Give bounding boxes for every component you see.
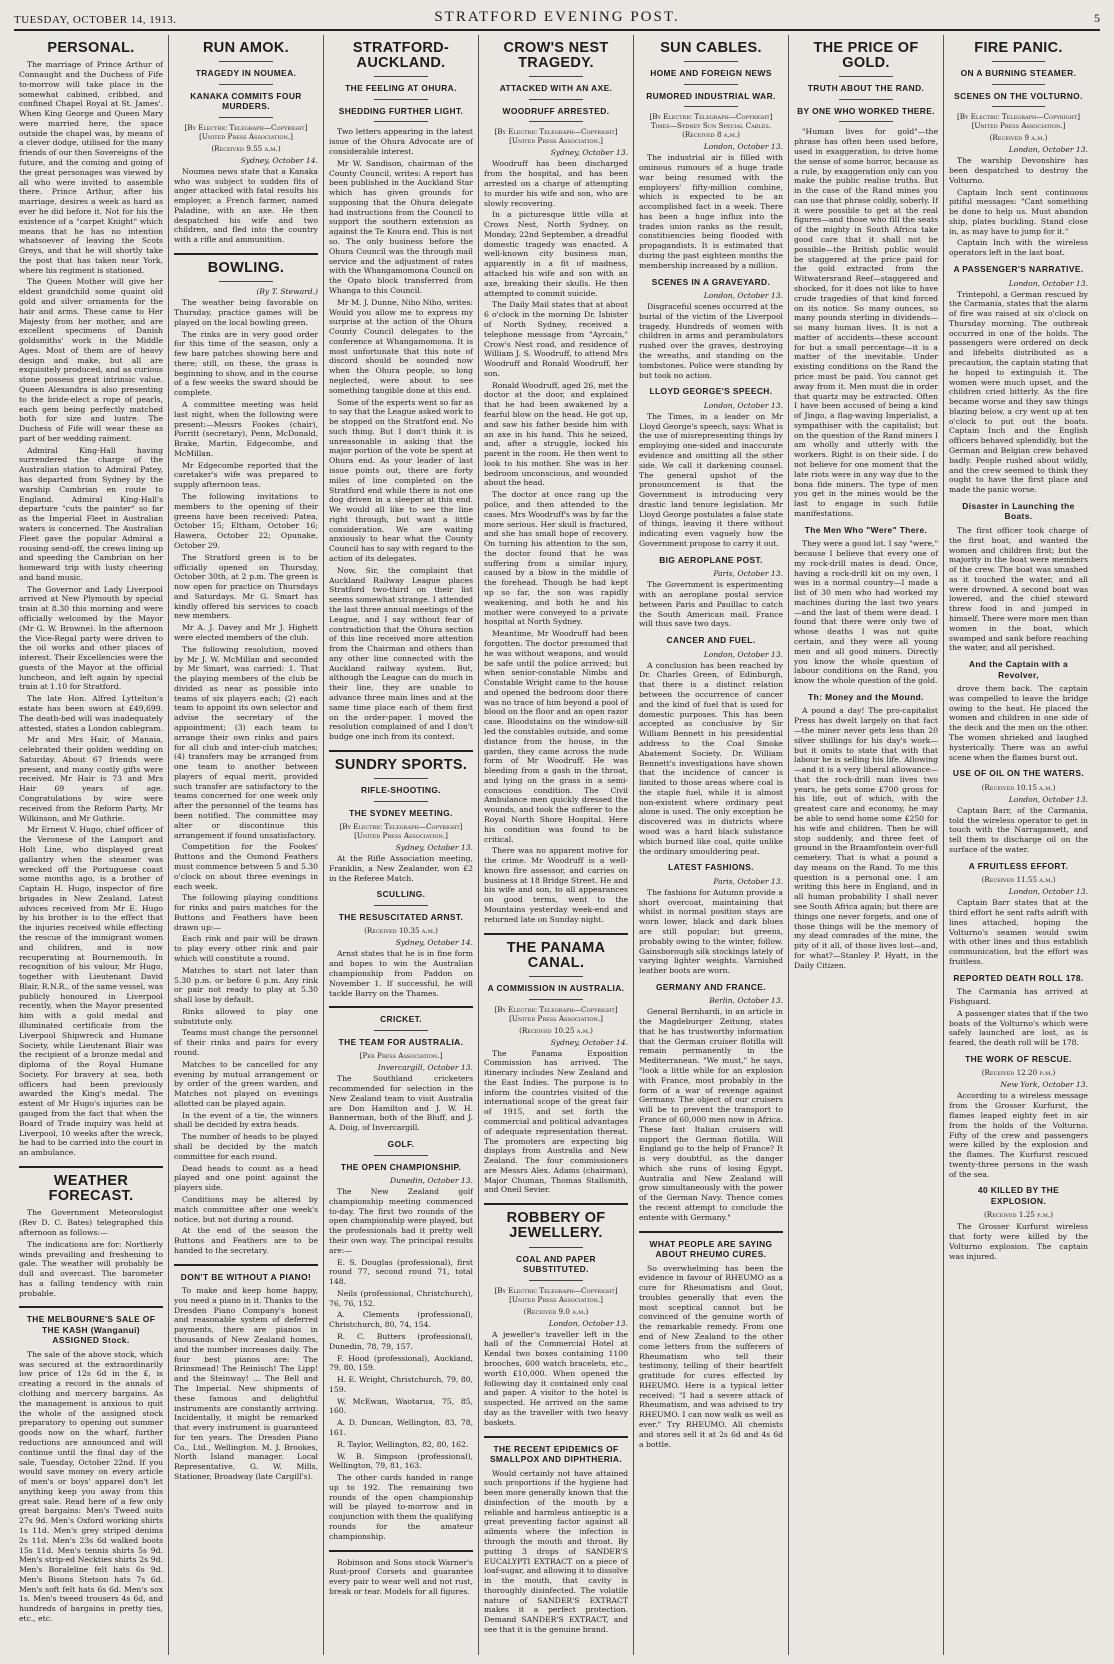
dateline: Dunedin, October 13.	[390, 1176, 473, 1186]
article-paragraph: Ronald Woodruff, aged 26, met the doctor at the door, and explained that he had been awakened by a fearful blow on the head. He got up, and saw his father beside him with an axe in his hand. This he seized, and, after a struggle, locked his parent in the room. He then went to look to his mother. She was in her bedroom unconscious, and wounded about the head.	[484, 380, 628, 488]
subheadline: Th: Money and the Mound.	[808, 691, 924, 702]
subheadline: A COMMISSION IN AUSTRALIA.	[487, 983, 625, 994]
divider	[992, 61, 1045, 62]
subheadline: RUMORED INDUSTRIAL WAR.	[646, 90, 776, 101]
page-number: 5	[1094, 11, 1100, 25]
article-paragraph: The following resolution, moved by Mr J. W. McMillan and seconded by Mr Smart, was carried: 1. That the playing members of the club be divided as near as possible into teams of six players each; (2) each team to appoint its own selector and advise the secretary of the appointment; (3) each team to arrange their own rinks and pairs for all club and inter-club matches; (4) transfers may be arranged from one team to another between players of equal merit, provided such transfer are satisfactory to the teams concerned for one week only after the personnel of the teams has been notified. The committee may alter or discontinue this arrangement if found unsatisfactory.	[174, 644, 318, 840]
subheadline: ATTACKED WITH AN AXE.	[499, 83, 613, 94]
wire-credit: (Received 11.55 a.m.)	[981, 875, 1056, 885]
article-paragraph: W. McEwan, Waotarua, 75, 85, 160.	[329, 1396, 473, 1416]
wire-credit: [By Electric Telegraph—Copyright] [United Press Association.]	[339, 822, 463, 841]
article-paragraph: The New Zealand golf championship meeting commenced to-day. The first two rounds of the open championship were played, but the professionals had it pretty well their own way. The principal results are:—	[329, 1187, 473, 1255]
article-paragraph: Matches to be cancelled for any evening by mutual arrangement or by order of the green warden, and Matches not played on evenings allotted can be played again.	[174, 1059, 318, 1108]
wire-credit: (Received 10.25 a.m.)	[519, 1025, 593, 1035]
article-paragraph: The Queen Mother will give her eldest grandchild some quaint old gold and silver ornaments for the hair and arms. These came to Her Majesty from her mother, and are excellent specimens of Danish goldsmiths' work in the Middle Ages. Most of them are of heavy design and make, but all are exquisitely produced, and as curious stone possess great intrinsic value. Queen Alexandra is also presenting to the bride-elect a rope of pearls, each gem being perfectly matched both for size and lustre. The Duchess of Fife will wear these as part of her wedding raiment.	[19, 277, 163, 443]
subheadline: CANCER AND FUEL.	[666, 635, 756, 646]
article-paragraph: The indications are for: Northerly winds prevailing and freshening to gale. The weather will probably be dull and overcast. The barometer has a falling tendency with rain probable.	[19, 1239, 163, 1298]
columns	[14, 35, 1100, 1655]
article-paragraph: Conditions may be altered by match committee after one week's notice, but not during a round.	[174, 1194, 318, 1224]
article-paragraph: The marriage of Prince Arthur of Connaught and the Duchess of Fife to-morrow will take place in the somewhat cabined, cribbed, and confined Chapel Royal at St. James'. When King George and Queen Mary were married here, the space outside the chapel was, by means of a clever dodge, utilised for the many friends of our then Sovereigns of the future, and the coming and going of the great personages was viewed by all who were invited to assemble there. Prince Arthur, after his marriage, desires a week as hard as ever he did before it. Not for his the existence of a "carpet Knight" which means that he has no intention whatsoever of leaving the Scots Greys, and that he will shortly take the post that has taken near York, where his regiment is stationed.	[19, 60, 163, 275]
article-paragraph: Matches to start not later than 5.30 p.m. or before 6 p.m. Any rink or pair not ready to play at 5.30 shall lose by default.	[174, 965, 318, 1005]
dateline: London, October 13.	[1008, 278, 1088, 288]
subheadline: TRUTH ABOUT THE RAND.	[807, 83, 925, 94]
dateline: London, October 13.	[548, 1318, 628, 1328]
divider	[992, 84, 1045, 85]
divider	[374, 99, 429, 100]
divider	[839, 121, 894, 122]
subheadline: RIFLE-SHOOTING.	[361, 785, 441, 796]
article-paragraph: A conclusion has been reached by Dr. Charles Green, of Edinburgh, that there is a distinct relation between the occurrence of cancer and the kind of fuel that is used for domestic purposes. This has been accepted as conclusive by Sir William Bennett in his presidential address to the Coal Smoke Abatement Society. Dr. William Bennett's investigations have shown that the incidence of cancer is limited to those areas where coal is the staple fuel, while it is almost non-existent where ordinary peat alone is used. The only exception he discovered was in districts where wood was a hard black substance which burned like coal, quite unlike the ordinary smouldering peat.	[639, 660, 783, 856]
article-paragraph: R. C. Butters (professional), Dunedin, 78, 79, 157.	[329, 1331, 473, 1351]
wire-credit: [By Electric Telegraph—Copyright] [United Press Association.]	[956, 112, 1081, 131]
divider	[374, 1030, 429, 1031]
divider	[374, 76, 429, 77]
article-paragraph: "Human lives for gold"—the phrase has often been used before, used in exaggeration, to drive home the sense of some horror, because as a rule, by exaggeration only can you make the public realise truths. But in the case of the Rand mines you can use that phrase coldly, soberly. If it were possible to get at the real figures—and those who fill the seats of the mighty in South Africa take good care that it shall not be possible—the British public would be staggered at the price paid for the gold extracted from the Witwatersrand Reef—staggered and shocked, for it does not like to have crude tragedies of that kind forced on its notice. So many ounces, so many pounds sterling in dividends—so many human lives. It is not a matter of accidents—these account for but a small percentage—it is a matter of the inevitable. Under existing conditions on the Rand the price must be paid. You cannot get away from it. Men must die in order that quartz may be extracted. Often I have been accused of being a kind of Jingo, a flag-waving Imperialist, a sympathiser with the capitalist; but on the question of the Rand miners I am wholly and utterly with the workers. Right is on their side. I do not believe for one moment that the late riots were in any way due to the bona fide miners. The type of men you get in the mines would be the last to engage in such futile manifestations.	[794, 127, 938, 518]
subheadline: SCULLING.	[376, 889, 426, 900]
article-paragraph: Arnst states that he is in fine form and hopes to win the Australian championship from Paddon on November 1. If successful, he will tackle Barry on the Thames.	[329, 949, 473, 998]
article-paragraph: Rinks allowed to play one substitute only.	[174, 1006, 318, 1026]
divider	[529, 1280, 584, 1281]
subheadline: TRAGEDY IN NOUMEA.	[195, 68, 297, 79]
divider	[484, 1203, 628, 1205]
article-paragraph: W. B. Simpson (professional), Wellington, 79, 81, 163.	[329, 1451, 473, 1471]
dateline: Paris, October 13.	[713, 569, 783, 579]
dateline: London, October 13.	[703, 649, 783, 659]
article-paragraph: Some of the experts went so far as to say that the League asked work to be stopped on the Stratford end. No such thing. But I don't think it is unreasonable in asking that the major portion of the vote be spent at Ohura end. As your leader of last issue points out, there are forty miles of line completed on the Stratford end while there is not one dog driven in a sleeper at this end. We would all like to see the line right through, but want a little consideration. We are waiting anxiously to hear what the County Council has to say with regard to the action of its delegates.	[329, 397, 473, 564]
dateline: Sydney, October 13.	[550, 148, 628, 158]
article-paragraph: The Daily Mail states that at about 6 o'clock in the morning Dr. Isbister of North Sydney, received a telephone message from "Ayrcain," Crow's Nest road, and residence of William J. S. Woodruff, to attend Mrs Woodruff and Ronald Woodruff, her son.	[484, 300, 628, 378]
article-paragraph: Disgraceful scenes occurred at the burial of the victim of the Liverpool tragedy. Hundreds of women with children in arms and perambulators rushed over the graves, destroying the wreaths, and standing on the tombstones. Police were standing by but took no action.	[639, 302, 783, 380]
article-paragraph: The Stratford green is to be officially opened on Thursday, October 30th, at 2 p.m. The green is now open for practice on Thursdays and Saturdays. Mr G. Smart has kindly offered his services to coach new members.	[174, 552, 318, 621]
divider	[329, 1550, 473, 1552]
wire-credit: [By Electric Telegraph—Copyright] [United Press Association.]	[494, 127, 618, 146]
article-paragraph: Admiral King-Hall having surrendered the charge of the Australian station to Admiral Patey, has departed from Sydney by the warship Cambrian en route to England. Admiral King-Hall's departure "cuts the painter" so far as the Imperial Fleet in Australian waters is concerned. The Australian Fleet gave the popular Admiral a rousing send-off, the crews lining up and speeding the Cambrian on her homeward trip with lusty cheering and band music.	[19, 445, 163, 582]
subheadline: 40 KILLED BY THE EXPLOSION.	[977, 1185, 1060, 1206]
dateline: Invercargill, October 13.	[377, 1063, 473, 1073]
article-paragraph: Mr A. J. Davey and Mr J. Highett were elected members of the club.	[174, 623, 318, 642]
article-paragraph: Mr M. J. Dunne, Niho Niho, writes: Would you allow me to express my surprise at the action of the Ohura County Council delegates to the conference at Whangamomona. It is most unfortunate that this note of discord should be sounded now when the Ohura people, so long neglected, were about to see something tangible done at this end.	[329, 297, 473, 395]
article-paragraph: The Carmania has arrived at Fishguard.	[949, 987, 1088, 1006]
dateline: London, October 13.	[1008, 887, 1088, 897]
article-paragraph: Mr W. Sandison, chairman of the County Council, writes: A report has been published in the Auckland Star which has given grounds for supposing that the Ohura delegate had instructions from the Council to support the southern extension as against the Te Koura end. This is not so. The only business before the Ohura Council was the through mail service and the adjustment of rates with the Whangamomona Council on the Opato block transferred from Whanga to this Council.	[329, 158, 473, 295]
article-paragraph: The following invitations to members to the opening of their greens have been received: Patea, October 15; Eltham, October 16; Hawera, October 22; Opunake, October 29.	[174, 492, 318, 550]
headline: PERSONAL.	[47, 40, 135, 56]
article-paragraph: The weather being favorable on Thursday, practice games will be played on the local bowling green.	[174, 298, 318, 327]
article-paragraph: The Panama Exposition Commission has arrived. The itinerary includes New Zealand and the East Indies. The purpose is to inform the countries visited of the international scope of the great fair of 1915, and set forth the commercial and political advantages of adequate representation thereat. The promoters are expecting big displays from Australia and New Zealand. The four commissioners are Messrs Alex. Adams (chairman), Major Chuman, Thomas Stallsmith, and Oneil Sevier.	[484, 1048, 628, 1195]
wire-credit: (Received 9.0 a.m.)	[523, 1306, 589, 1316]
article-paragraph: Mr Ernest V. Hugo, chief officer of the Veronese of the Lamport and Holt Line, who displayed great gallantry when the steamer was wrecked off the Portuguese coast some months ago, is a brother of Captain H. Hugo, inspector of fire brigades in New Zealand. Latest advices received from Mr E. Hugo by his brother is to the effect that the injuries received while effecting the rescue of the immigrant women and children, and is now recuperating at Bournemouth. In recognition of his valour, Mr Hugo, together with Lieutenant David Blair, R.N.R., of the same vessel, was publicly honoured in Liverpool recently, when the Mayor presented him with a gold medal and illuminated certificate from the Liverpool Shipwreck and Humane Society, while Lieutenant Blair was the recipient of a bronze medal and diploma of the Royal Humane Society. For bravery at sea, both officers had been previously awarded the King's medal. The extent of Mr Hugo's injuries can be gauged from the fact that when the Board of Trade inquiry was held at Liverpool, 10 weeks after the wreck, he had to be carried into the court in an ambulance.	[19, 825, 163, 1158]
subheadline: SCENES IN A GRAVEYARD.	[651, 276, 771, 287]
dateline: Berlin, October 13.	[709, 996, 783, 1006]
wire-credit: (Received 12.20 p.m.)	[981, 1068, 1056, 1078]
divider	[19, 1306, 163, 1308]
article-paragraph: Competition for the Fookes' Buttons and the Osmond Feathers must commence between 5 and 5.30 o'clock on about three evenings in each week.	[174, 842, 318, 891]
wire-credit: [By Electric Telegraph—Copyright] [United Press Association.]	[494, 1285, 618, 1304]
subheadline: THE OPEN CHAMPIONSHIP.	[340, 1161, 462, 1172]
subheadline: USE OF OIL ON THE WATERS.	[952, 768, 1085, 779]
article-paragraph: H. E. Wright, Christchurch, 79, 80, 159.	[329, 1375, 473, 1394]
divider	[174, 253, 318, 255]
divider	[839, 76, 894, 77]
headline: WEATHER FORECAST.	[48, 1172, 134, 1205]
article-paragraph: The sale of the above stock, which was secured at the extraordinarily low price of 12s 6d in the £, is creating a record in the annals of clothing and mercery bargains. As the management is anxious to quit the whole of the assigned stock preparatory to opening out summer goods now on the wharf, further reductions are announced and will continue until the final day of the sale, Tuesday, October 22nd. If you would save money on every article of men's or boys' apparel don't let anything keep you away from this great sale. Read here of a few only great bargains: Men's Tweed suits 27s 9d. Men's Oxford working shirts 1s 11d. Men's grey striped denims 2s 11d. Men's 23s 6d walked boots 15s 11d. Men's tennis shirts 5s 9d. Men's strip-ed Neckties shirts 2s 9d. Men's Boraleline felt hats 6s 9d. Men's Bisons Stetson hats 7s 6d. Men's soft felt hats 6s 6d. Men's sox 1s. Men's tweed trousers 4s 6d, and hundreds of bargains in pretty ties, etc., etc.	[19, 1349, 163, 1623]
subheadline: GOLF.	[387, 1139, 415, 1150]
divider	[19, 1166, 163, 1168]
article-paragraph: The warship Devonshire has been despatched to destroy the Volturno.	[949, 156, 1088, 185]
dateline: Sydney, October 14.	[550, 1037, 628, 1047]
wire-credit: [By Electric Telegraph—Copyright] [United Press Association.]	[494, 1004, 618, 1023]
article-paragraph: Woodruff has been discharged from the hospital, and has been arrested on a charge of attempting to murder his wife and son, who are slowly recovering.	[484, 159, 628, 208]
article-paragraph: Dead heads to count as a head played and one point against the players side.	[174, 1163, 318, 1193]
headline: CROW'S NEST TRAGEDY.	[503, 40, 609, 72]
subheadline: A FRUITLESS EFFORT.	[968, 860, 1069, 871]
divider	[684, 106, 739, 107]
column-2	[169, 35, 324, 1655]
subheadline: THE FEELING AT OHURA.	[345, 83, 457, 94]
divider	[374, 121, 429, 122]
article-paragraph: Teams must change the personnel of their rinks and pairs for every round.	[174, 1028, 318, 1057]
article-paragraph: drove them back. The captain was compelled to leave the bridge owing to the heat. He placed the women and children in one side of the deck and the men on the other. The women shrieked and laughed hysterically. There was an awful scene when the flames burst out.	[949, 684, 1088, 762]
article-paragraph: Neils (professional, Christchurch), 76, 76, 152.	[329, 1288, 473, 1308]
article-paragraph: The first officer took charge of the first boat, and wanted the women and children first; but the majority in the boat were members of the crew. The boat was smashed as it touched the water, and all were drowned. A second boat was lowered, and the chief steward threw food in and jumped in himself. There were more men than women in the boat, which swamped and sank before reaching the water, and all perished.	[949, 525, 1088, 653]
article-paragraph: The Governor and Lady Liverpool arrived at New Plymouth by special train at 8.30 this morning and were officially welcomed by the Mayor (Mr G. W. Browne). In the afternoon the Vice-Regal party were driven to the oil works and other places of interest. Their Excellencies were the guests of the Mayor at the official luncheon, and left again by special train at 1.10 for Stratford.	[19, 584, 163, 692]
headline: FIRE PANIC.	[974, 40, 1063, 56]
subheadline: THE MELBOURNE'S SALE OF THE KASH (Wanganui) ASSIGNED Stock.	[26, 1314, 156, 1346]
article-paragraph: There was no apparent motive for the crime. Mr Woodruff is a well-known fire assessor, and carries on business at 18 Bridge Street. He and his wife and son, to all appearances on good terms, went to the Mountains yesterday week-end and returned late on Sunday night.	[484, 846, 628, 924]
divider	[374, 905, 429, 906]
article-paragraph: In a picturesque little villa at Crows Nest, North Sydney, on Monday, 22nd September, a dreadful domestic tragedy was enacted. A well-known city business man, apparently in a fit of madness, attacked his wife and son with an axe, breaking their skulls. He then attempted to commit suicide.	[484, 210, 628, 298]
divider	[329, 750, 473, 752]
article-paragraph: Trintepohl, a German rescued by the Carmania, states that the alarm of fire was raised at six o'clock on Thursday morning. The outbreak occurred in one of the holds. The passengers were ordered on deck and lifebelts distributed as a precaution, the captain stating that he hoped to extinguish it. The women were much upset, and the children cried bitterly. As the fire became worse and they saw things blazing below, a cry went up at ten o'clock to put out the boats. Captain Inch and the English officers behaved splendidly, but the German and Belgian crew behaved badly. People rushed about wildly, and the crew seemed to think they ought to have the first place and made the panic worse.	[949, 289, 1088, 495]
wire-credit: (Received 9.55 a.m.)	[211, 143, 281, 153]
article-paragraph: The Times, in a leader on Mr Lloyd George's speech, says: What is the use of misrepresenting things by employing one-sided and inaccurate evidence and omitting all the other side. We call it darkening counsel. The general upshot of the pronouncement is that the Government is introducing very drastic land tenure legislation. Mr Lloyd George postulates a false state of things, leaving it there without indicating even vaguely how the Government propose to carry it out.	[639, 411, 783, 548]
divider	[484, 933, 628, 935]
article-paragraph: The Grosser Kurfurst wireless that forty were killed by the Volturno explosion. The captain was injured.	[949, 1222, 1088, 1261]
divider	[374, 778, 429, 779]
dateline: London, October 13.	[703, 291, 783, 301]
issue-date: TUESDAY, OCTOBER 14, 1913.	[14, 14, 177, 26]
column-1	[14, 35, 169, 1655]
subheadline: LATEST FASHIONS.	[668, 862, 754, 873]
wire-credit: (Received 10.15 a.m.)	[981, 782, 1056, 792]
wire-credit: [By Electric Telegraph—Copyright] [United Press Association.]	[184, 122, 308, 141]
article-paragraph: A passenger states that if the two boats of the Volturno's which were safely launched are lost, as is feared, the death roll will be 178.	[949, 1008, 1088, 1048]
wire-credit: [Per Press Association.]	[359, 1051, 443, 1061]
article-paragraph: General Bernhardi, in an article in the Magdeburger Zeitung, states that he has trustworthy information that the German cruiser flotilla will remain permanently in the Mediterranean. "We must," he says, "look a little while for an explosion with France, most probably in the form of a war of revenge against Germany. The object of our cruisers will be to prevent the transport to France of 60,000 men now in Africa. These fast Italian cruisers will support the German flotilla. Will England go to the help of France? It is very doubtful, as the danger which she runs of losing Egypt, Australia and New Zealand will grow simultaneously with the power of the German Navy. Thence comes the recent attempt to conclude the entente with Germany."	[639, 1007, 783, 1222]
article-paragraph: Meantime, Mr Woodruff had been forgotten. The doctor presumed that he was without weapons, and would be safe until the police arrived; but when senior-constable Nimbs and Constable Wright came to the house and opened the bedroom door there was no trace of him beyond a pool of blood on the floor and an open razor case. Bloodstains on the window-sill led the constables outside, and some distance from the house, in the garden, they came across the nude form of Mr Woodruff. He was bleeding from a gash in the throat, and lying on the grass in a semi-conscious condition. The Civil Ambulance men quickly dressed the wounds, and took the sufferer to the Royal North Shore Hospital. Here his condition was found to be critical.	[484, 629, 628, 844]
article-paragraph: Mr Edgecombe reported that the caretaker's wife was prepared to supply afternoon teas.	[174, 460, 318, 490]
article-paragraph: Noumea news state that a Kanaka who was subject to sudden fits of anger attacked with fatal results his employer, a French farmer, named Paladine, with an axe. He then despatched his wife and two children, and fled into the country with a rifle and ammunition.	[174, 166, 318, 245]
dateline: London, October 13.	[1008, 145, 1088, 155]
article-paragraph: The following playing conditions for rinks and pairs matches for the Buttons and Feathers have been drawn up:—	[174, 893, 318, 932]
article-paragraph: The other cards handed in range up to 192. The remaining two rounds of the open championship will be played to-morrow and in conjunction with them the qualifying rounds for the amateur championship.	[329, 1473, 473, 1541]
wire-credit: (Received 10.35 a.m.)	[364, 926, 438, 936]
dateline: (By T. Steward.)	[256, 287, 318, 297]
column-7	[944, 35, 1093, 1655]
divider	[992, 106, 1045, 107]
headline: THE PRICE OF GOLD.	[813, 40, 919, 72]
divider	[219, 84, 274, 85]
dateline: New York, October 13.	[1000, 1080, 1088, 1090]
article-paragraph: A pound a day! The pro-capitalist Press has dwelt largely on that fact—the miner never gets less than 20 silver shillings for his day's work—but it omits to state that with that labour he is selling his life. Allowing—and it is a very liberal allowance—that the rock-drill man lives two years, he gets some £700 gross for his life, out of which, with the greatest care and economy, he may be able to send home some £250 for his wife and children. Then he will stop suddenly, and three feet of ground in the Braamfontein over-full cemetery. That is what a pound a day means on the Rand. To me this question is a personal one. I am writing this here in England, and in all human probability I shall never see South Africa again; but there are things one never forgets, and one of those things will be the memory of my dead comrades of the mine, the pity of it all, of those lives lost—and, for what?—Stanley P. Hyatt, in the Daily Citizen.	[794, 706, 938, 970]
dateline: London, October 13.	[1008, 794, 1088, 804]
subheadline: CRICKET.	[380, 1014, 422, 1025]
headline: STRATFORD-AUCKLAND.	[352, 40, 450, 72]
subheadline: The Men Who "Were" There.	[804, 524, 928, 535]
article-paragraph: A. D. Duncan, Wellington, 83, 78, 161.	[329, 1418, 473, 1437]
article-paragraph: Captain Inch sent continuous pitiful messages: "Cant something be done to help us. Must abandon ship, plates buckling. Stand close in, as may have to jump for it."	[949, 187, 1088, 236]
dateline: Paris, October 13.	[713, 876, 783, 886]
headline: BOWLING.	[207, 259, 285, 276]
article-paragraph: Two letters appearing in the latest issue of the Ohura Advocate are of considerable interest.	[329, 127, 473, 156]
article-paragraph: In the event of a tie, the winners shall be decided by extra heads.	[174, 1110, 318, 1130]
article-paragraph: The fashions for Autumn provide a short overcoat, maintaining that whilst in normal position stays are worn lower, black and dark blues are still popular; but greens, probably owing to the winter, follow. Gainsborough silk stockings lately of varying lighter weights. Varnished leather boots are worn.	[639, 887, 783, 976]
subheadline: HOME AND FOREIGN NEWS	[650, 68, 772, 79]
article-paragraph: The Government Meteorologist (Rev D. C. Bates) telegraphed this afternoon as follows:—	[19, 1208, 163, 1237]
article-paragraph: Mr and Mrs Hair, of Manaia, celebrated their golden wedding on Saturday. About 67 friends were present, and many costly gifts were received. Mr Hair is 73 and Mrs Hair 69 years of age. Congratulations by wire were received from the Reform Party, Mr Wilkinson, and Mr Guthrie.	[19, 735, 163, 823]
dateline: Sydney, October 13.	[395, 843, 473, 853]
subheadline: KANAKA COMMITS FOUR MURDERS.	[190, 90, 302, 112]
headline: ROBBERY OF JEWELLERY.	[506, 1210, 606, 1242]
subheadline: THE SYDNEY MEETING.	[349, 807, 453, 818]
subheadline: DON'T BE WITHOUT A PIANO!	[180, 1271, 312, 1282]
divider	[529, 976, 584, 977]
subheadline: ON A BURNING STEAMER.	[960, 68, 1077, 79]
column-5	[634, 35, 789, 1655]
article-paragraph: Robinson and Sons stock Warner's Rust-proof Corsets and guarantee every pair to wear well and not rust, break or tear. Models for all figures.	[329, 1557, 473, 1596]
newspaper-title: STRATFORD EVENING POST.	[434, 9, 680, 25]
dateline: London, October 13.	[703, 142, 783, 152]
article-paragraph: E. S. Douglas (professional), first round 77, second round 71, total 148.	[329, 1257, 473, 1287]
divider	[529, 1247, 584, 1248]
headline: RUN AMOK.	[203, 40, 289, 56]
article-paragraph: The Southland cricketers recommended for selection in the New Zealand team to visit Australia are Don Hamilton and J. W. H. Bannerman, both of the Bluff, and J. A. Doig, of Invercargill.	[329, 1074, 473, 1133]
article-paragraph: The industrial air is filled with ominous rumours of a huge trade war being resumed with the employers' fifty-million combine, which is expected to be an accomplished fact in a week. There has been a huge influx into the trades union ranks as the result, constituencies being flooded with propagandists. It is estimated that during the past eighteen months the membership increased by a million.	[639, 153, 783, 270]
divider	[529, 121, 584, 122]
divider	[219, 281, 274, 282]
article-paragraph: Captain Barr states that at the third effort he sent rafts adrift with lines attached, hoping the Volturno's seamen would swim with other lines and thus establish communication, but the effort was fruitless.	[949, 898, 1088, 966]
article-paragraph: The late Hon. Alfred Lyttelton's estate has been sworn at £49,699. The death-bed will was inadequately attested, states a London cablegram.	[19, 694, 164, 733]
divider	[684, 61, 739, 62]
subheadline: SCENES ON THE VOLTURNO.	[954, 90, 1083, 101]
article-paragraph: Would certainly not have attained such proportions if the hygiene had been more generally known that the disinfection of the mouth by a reliable and harmless antiseptic is a great preventing factor against all ailments where the infection is through the mouth and throat. By putting 3 drops of SANDER'S EUCALYPTI EXTRACT on a piece of loaf-sugar, and allowing it to dissolve in the mouth, that cavity is thoroughly disinfected. The volatile nature of SANDER'S EXTRACT makes it a perfect protection. Demand SANDER'S EXTRACT, and see that it is the genuine brand.	[484, 1468, 628, 1634]
article-paragraph: According to a wireless message from the Grosser Kurfurst, the flames leaped eighty feet in air from the holds of the Volturno. Fifty of the crew and passengers were killed by the explosion and the flames. The Kurfurst rescued twenty-three persons in the wash of the sea.	[949, 1091, 1088, 1179]
subheadline: THE TEAM FOR AUSTRALIA.	[338, 1036, 464, 1047]
divider	[529, 76, 584, 77]
wire-credit: [By Electric Telegraph—Copyright] Times—Sydney Sun Special Cables. (Received 8 a.m.)	[649, 112, 773, 140]
article-paragraph: They were a good lot. I say "were," because I believe that every one of my rock-drill mates is dead. Once, having a rock-drill kit on my own, I was in a normal country—I made a list of 30 men who had worked my machines during the last two years—and the last of them were dead. I found that there were only two of whose deaths I was not quite certain, and they were all young men and all good miners. Directly you know the whole question of labour conditions on the Rand, you know the whole question of the gold.	[794, 539, 938, 686]
headline: THE PANAMA CANAL.	[506, 939, 606, 971]
wire-credit: (Received 9 a.m.)	[989, 133, 1048, 143]
article-paragraph: Now, Sir, the complaint that Auckland Railway League places Stratford two-third on their list seems somewhat strange. I attended the last three annual meetings of the League, and I say without fear of contradiction that the Ohura section of this line received more attention from the Chairman and others than any other line connected with the Auckland railway system. But, although the League can do much in their line, they are unable to advance three main lines and at the same time place each of them first on the order-paper. I moved the resolution complained of and I don't budge one inch from its context.	[329, 565, 473, 742]
article-paragraph: To make and keep home happy, you need a piano in it. Thanks to the Dresden Piano Company's honest and reasonable system of deferred payments, there are pianos in thousands of New Zealand homes, and the number increases daily. The four best pianos are: The Brinsmead! The Reinisch! The Lipp! and the Steinway! ... The Bell and The Imperial. New shipments of these famous and delightful instruments are constantly arriving. Incidentally, it might be remarked that every instrument is guaranteed for ten years. The Dresden Piano Co., Ltd., Wellington. M. J. Brookes, North Island manager. Local Representative, G. W. Mills, Stationer, Broadway (late Cargill's).	[174, 1286, 318, 1481]
subheadline: COAL AND PAPER SUBSTITUTED.	[516, 1253, 596, 1275]
subheadline: SHEDDING FURTHER LIGHT.	[338, 105, 464, 116]
article-paragraph: The rinks are in very good order for this time of the season, only a few bare patches showing here and there; still, on these, the grass is beginning to show, and in the course of a few weeks the sward should be complete.	[174, 329, 318, 398]
article-paragraph: The doctor at once rang up the police, and then attended to the cases. Mrs Woodruff's was by far the more serious. Her skull is fractured, and she has small hope of recovery. On turning his attention to the son, the doctor found that he was suffering from a similar injury, caused by a blow in the middle of the forehead. Though he had kept up so far, the son was rapidly weakening, and both he and his mother were conveyed to a private hospital at North Sydney.	[484, 490, 628, 627]
subheadline: REPORTED DEATH ROLL 178.	[953, 972, 1084, 983]
article-paragraph: At the end of the season the Buttons and Feathers are to be handed to the secretary.	[174, 1226, 318, 1255]
article-paragraph: The Government is experimenting with an aeroplane postal service between Paris and Pauillac to catch the South American mail. France will thus save two days.	[639, 580, 783, 629]
headline: SUN CABLES.	[660, 40, 762, 56]
masthead	[14, 6, 1100, 31]
column-4	[479, 35, 634, 1655]
article-paragraph: A jeweller's traveller left in the hall of the Commercial Hotel at Kendal two boxes containing 1100 brooches, 600 watch bracelets, etc., worth £10,000. When opened the following day it contained only coal and paper. A visitor to the hotel is suspected. He arrived on the same day as the traveller with two heavy baskets.	[484, 1329, 628, 1427]
dateline: Sydney, October 14.	[395, 938, 473, 948]
article-paragraph: A committee meeting was held last night, when the following were present:—Messrs Fookes (chair), Porritt (secretary), Penn, McDonald, Brake, Martin, Edgecombe, and McMillan.	[174, 400, 318, 458]
subheadline: THE RECENT EPIDEMICS OF SMALLPOX AND DIPHTHERIA.	[489, 1443, 623, 1464]
article-paragraph: Each rink and pair will be drawn to play every other rink and pair which will constitute a round.	[174, 934, 318, 963]
divider	[529, 999, 584, 1000]
divider	[484, 1436, 628, 1438]
column-6	[789, 35, 944, 1655]
subheadline: And the Captain with a Revolver,	[968, 659, 1069, 680]
subheadline: THE RESUSCITATED ARNST.	[338, 911, 464, 922]
divider	[639, 1231, 783, 1233]
article-paragraph: So overwhelming has been the evidence in favour of RHEUMO as a cure for Rheumatism and Gout, troubles generally that even the most sceptical cannot but be convinced of the genuine worth of the remarkable remedy. From one end of New Zealand to the other come letters from the sufferers of Rheumatism who tell their testimony, telling of their heartfelt gratitude for cures effected by RHEUMO. Here is a typical letter received: "I had a severe attack of Rheumatism, and was advised to try RHEUMO. I can now walk as well as ever." Try RHEUMO. All chemists and stores sell it at 2s 6d and 4s 6d a bottle.	[639, 1263, 783, 1449]
dateline: Sydney, October 14.	[240, 155, 318, 165]
dateline: London, October 13.	[703, 400, 783, 410]
divider	[839, 99, 894, 100]
column-3	[324, 35, 479, 1655]
divider	[684, 84, 739, 85]
headline: SUNDRY SPORTS.	[334, 756, 468, 773]
article-paragraph: R. Taylor, Wellington, 82, 80, 162.	[337, 1439, 469, 1449]
subheadline: THE WORK OF RESCUE.	[965, 1053, 1072, 1064]
article-paragraph: At the Rifle Association meeting, Franklin, a New Zealander, won £2 in the Referee Match.	[329, 854, 473, 883]
article-paragraph: F. Hood (professional), Auckland, 79, 80, 159.	[329, 1353, 473, 1373]
subheadline: WHAT PEOPLE ARE SAYING ABOUT RHEUMO CURES.	[649, 1238, 773, 1260]
article-paragraph: Captain Barr, of the Carmania, told the wireless operator to get in touch with the Narragansett, and tell them to discharge oil on the surface of the water.	[949, 805, 1088, 854]
article-paragraph: Captain Inch with the wireless operators left in the last boat.	[949, 238, 1088, 258]
divider	[174, 1264, 318, 1266]
divider	[329, 1006, 473, 1008]
subheadline: A PASSENGER'S NARRATIVE.	[953, 264, 1084, 275]
divider	[374, 1155, 429, 1156]
subheadline: BY ONE WHO WORKED THERE.	[797, 105, 935, 116]
divider	[219, 61, 274, 62]
subheadline: LLOYD GEORGE'S SPEECH.	[649, 386, 773, 397]
divider	[219, 117, 274, 118]
subheadline: BIG AEROPLANE POST.	[659, 554, 763, 565]
divider	[529, 99, 584, 100]
divider	[374, 801, 429, 802]
subheadline: GERMANY AND FRANCE.	[656, 981, 766, 992]
subheadline: WOODRUFF ARRESTED.	[502, 105, 610, 116]
article-paragraph: A. Clements (professional), Christchurch, 80, 74, 154.	[329, 1310, 473, 1330]
wire-credit: (Received 1.25 p.m.)	[983, 1210, 1054, 1220]
article-paragraph: The number of heads to be played shall be decided by the match committee for each round.	[174, 1132, 318, 1161]
subheadline: Disaster in Launching the Boats.	[962, 500, 1075, 522]
